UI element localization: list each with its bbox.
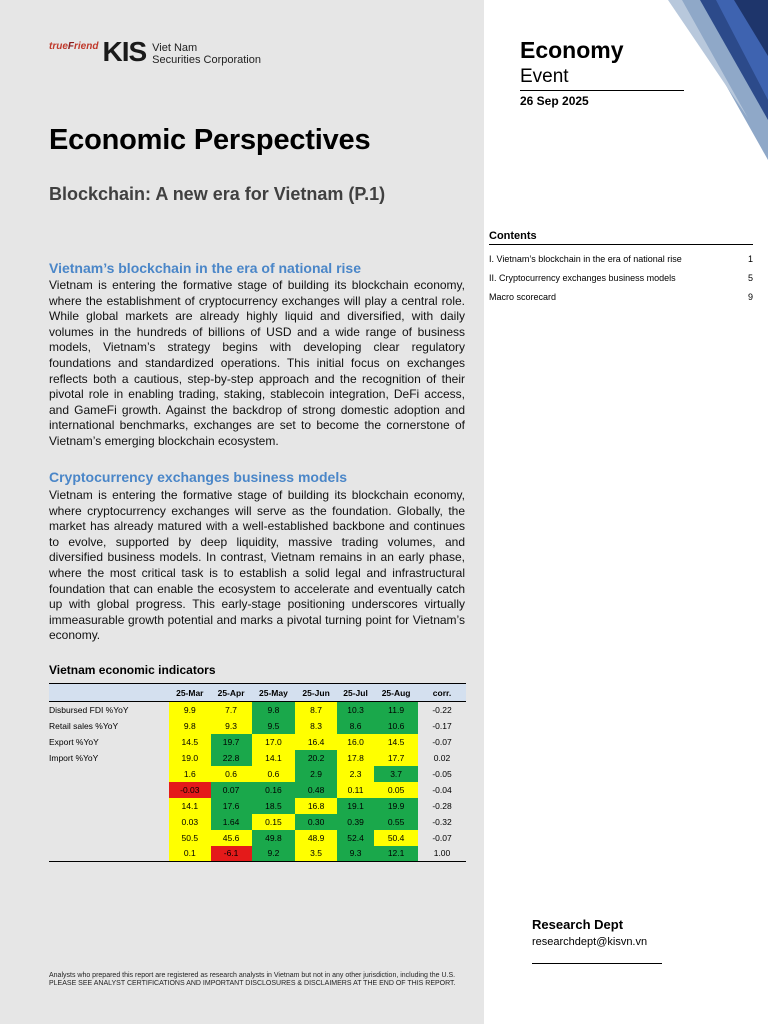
table-cell: 16.0 (337, 734, 374, 750)
report-category: Economy (520, 37, 624, 63)
table-header-corr: corr. (418, 684, 466, 702)
table-cell: 12.1 (374, 846, 418, 862)
table-cell: 0.15 (252, 814, 296, 830)
table-row (49, 702, 466, 718)
table-header-month: 25-Jun (295, 684, 337, 702)
table-cell: 0.11 (337, 782, 374, 798)
contents-item-label: I. Vietnam’s blockchain in the era of national rise (489, 254, 682, 264)
table-cell: 9.9 (169, 702, 211, 718)
table-cell: 2.3 (337, 766, 374, 782)
table-header-row (49, 684, 466, 702)
table-cell-corr: -0.04 (432, 784, 452, 795)
table-row-label: Export %YoY (49, 736, 99, 747)
section-body-exchanges: Vietnam is entering the formative stage of building its blockchain economy, where cryptocurrency exchanges will serve as the foundation. Globally, the market has already matured with a well-established backbone and continues to evolve, supported by deep liquidity, massive trading volumes, and diversified business models. In contrast, Vietnam remains in an early phase, where the most critical task is to establish a solid legal and infrastructural foundation that can enable the ecosystem to accelerate and eventually catch up with global progress. This early-stage positioning underscores virtually immeasurable growth potential and marks a pivotal turning point for Vietnam’s economy. (49, 488, 465, 643)
table-header-month: 25-Mar (169, 684, 211, 702)
table-cell: 49.8 (252, 830, 296, 846)
table-cell-corr: -0.32 (432, 816, 452, 827)
contents-item[interactable] (489, 254, 753, 264)
table-header-month: 25-Jul (337, 684, 374, 702)
research-dept-email[interactable]: researchdept@kisvn.vn (532, 936, 648, 948)
table-cell: 14.5 (169, 734, 211, 750)
table-row (49, 798, 466, 814)
table-cell: 2.9 (295, 766, 337, 782)
kis-logo (49, 38, 261, 66)
table-header-month: 25-Aug (374, 684, 418, 702)
table-cell: 17.7 (374, 750, 418, 766)
table-cell: 9.3 (211, 718, 252, 734)
table-cell: 50.5 (169, 830, 211, 846)
table-cell: 14.1 (169, 798, 211, 814)
table-cell: 3.5 (295, 846, 337, 862)
table-cell: 19.9 (374, 798, 418, 814)
table-cell: 14.1 (252, 750, 296, 766)
table-cell: 7.7 (211, 702, 252, 718)
table-header-label (49, 684, 169, 702)
table-cell: 16.4 (295, 734, 337, 750)
contents-item-page: 1 (747, 254, 753, 264)
divider (532, 963, 662, 964)
table-cell: 48.9 (295, 830, 337, 846)
table-row (49, 782, 466, 798)
table-cell: 16.8 (295, 798, 337, 814)
contents-item-label: II. Cryptocurrency exchanges business models (489, 273, 676, 283)
table-row (49, 830, 466, 846)
contents-panel (489, 230, 753, 302)
table-cell: 0.16 (252, 782, 296, 798)
disclaimer-line: PLEASE SEE ANALYST CERTIFICATIONS AND IMPORTANT DISCLOSURES & DISCLAIMERS AT THE END OF THIS REPORT. (49, 980, 456, 987)
table-row-label (49, 814, 169, 830)
table-row-label: Retail sales %YoY (49, 720, 119, 731)
table-cell: 11.9 (374, 702, 418, 718)
table-cell: 52.4 (337, 830, 374, 846)
table-row-label (49, 782, 169, 798)
table-cell-corr: -0.07 (432, 832, 452, 843)
contents-item-label: Macro scorecard (489, 292, 557, 302)
disclaimer (49, 972, 479, 988)
table-cell: -6.1 (211, 846, 252, 862)
table-cell: 10.3 (337, 702, 374, 718)
table-row (49, 734, 466, 750)
table-row-label (49, 798, 169, 814)
table-cell: 10.6 (374, 718, 418, 734)
indicators-table-title: Vietnam economic indicators (49, 663, 216, 677)
section-heading-blockchain: Vietnam’s blockchain in the era of national rise (49, 260, 361, 276)
table-cell: 9.8 (169, 718, 211, 734)
company-name: Viet Nam Securities Corporation (152, 42, 261, 66)
table-cell-corr: -0.22 (432, 704, 452, 715)
table-cell: 9.3 (337, 846, 374, 862)
table-cell: 19.0 (169, 750, 211, 766)
table-cell: 17.0 (252, 734, 296, 750)
table-row-label (49, 846, 169, 862)
table-cell: 14.5 (374, 734, 418, 750)
table-cell: 8.3 (295, 718, 337, 734)
table-cell: 20.2 (295, 750, 337, 766)
table-cell-corr: -0.07 (432, 736, 452, 747)
table-cell: 45.6 (211, 830, 252, 846)
table-cell: 19.1 (337, 798, 374, 814)
table-cell: 22.8 (211, 750, 252, 766)
research-dept-label: Research Dept (532, 917, 624, 932)
table-cell: 17.8 (337, 750, 374, 766)
table-cell-corr: -0.05 (432, 768, 452, 779)
page-subtitle: Blockchain: A new era for Vietnam (P.1) (49, 184, 386, 204)
table-row-label: Disbursed FDI %YoY (49, 704, 129, 715)
table-cell: 0.6 (211, 766, 252, 782)
table-cell: 0.48 (295, 782, 337, 798)
table-cell: 18.5 (252, 798, 296, 814)
section-heading-exchanges: Cryptocurrency exchanges business models (49, 469, 347, 485)
table-row-label (49, 766, 169, 782)
table-cell: 3.7 (374, 766, 418, 782)
table-cell: 0.39 (337, 814, 374, 830)
table-row-label: Import %YoY (49, 752, 99, 763)
page-title: Economic Perspectives (49, 124, 371, 156)
table-cell: 0.03 (169, 814, 211, 830)
table-cell: -0.03 (169, 782, 211, 798)
table-row (49, 750, 466, 766)
table-cell: 9.2 (252, 846, 296, 862)
kis-wordmark: KIS (102, 36, 147, 67)
report-type: Event (520, 66, 684, 91)
table-cell: 0.1 (169, 846, 211, 862)
table-cell: 8.7 (295, 702, 337, 718)
table-row (49, 766, 466, 782)
contents-item[interactable] (489, 273, 753, 283)
table-cell: 0.05 (374, 782, 418, 798)
table-cell: 0.6 (252, 766, 296, 782)
table-cell: 0.07 (211, 782, 252, 798)
table-row (49, 814, 466, 830)
table-cell: 19.7 (211, 734, 252, 750)
table-cell: 0.55 (374, 814, 418, 830)
table-cell: 9.8 (252, 702, 296, 718)
table-row (49, 718, 466, 734)
table-cell-corr: 1.00 (418, 846, 466, 862)
report-date: 26 Sep 2025 (520, 94, 589, 108)
disclaimer-line: Analysts who prepared this report are registered as research analysts in Vietnam but not in any other jurisdiction, including the U.S. (49, 972, 456, 979)
table-row (49, 846, 466, 862)
true-friend-logo: trueFriend (49, 41, 99, 52)
indicators-table-body (49, 702, 466, 862)
contents-item[interactable] (489, 292, 753, 302)
table-cell: 1.64 (211, 814, 252, 830)
table-cell: 0.30 (295, 814, 337, 830)
contents-item-page: 5 (747, 273, 753, 283)
table-cell: 8.6 (337, 718, 374, 734)
contents-heading: Contents (489, 230, 753, 245)
table-cell-corr: -0.17 (432, 720, 452, 731)
table-cell-corr: 0.02 (433, 752, 451, 763)
table-row-label (49, 830, 169, 846)
section-body-blockchain: Vietnam is entering the formative stage of building its blockchain economy, where the establishment of cryptocurrency exchanges will play a central role. While global markets are already highly liquid and diversified, with daily volumes in the hundreds of billions of USD and a wide range of business models, Vietnam’s strategy begins with developing clear regulatory foundations and standardized operations. This initial focus on exchanges reflects both a cautious, step-by-step approach and the recognition of their pivotal role in enabling trading, staking, stablecoin integration, DeFi access, and GameFi growth. Against the backdrop of strong domestic adoption and international benchmarks, exchanges are set to become the cornerstone of Vietnam’s emerging blockchain ecosystem. (49, 278, 465, 448)
contents-item-page: 9 (747, 292, 753, 302)
indicators-table (49, 683, 466, 862)
table-cell: 17.6 (211, 798, 252, 814)
table-cell: 50.4 (374, 830, 418, 846)
table-cell: 9.5 (252, 718, 296, 734)
table-cell-corr: -0.28 (432, 800, 452, 811)
table-header-month: 25-Apr (211, 684, 252, 702)
table-cell: 1.6 (169, 766, 211, 782)
table-header-month: 25-May (252, 684, 296, 702)
